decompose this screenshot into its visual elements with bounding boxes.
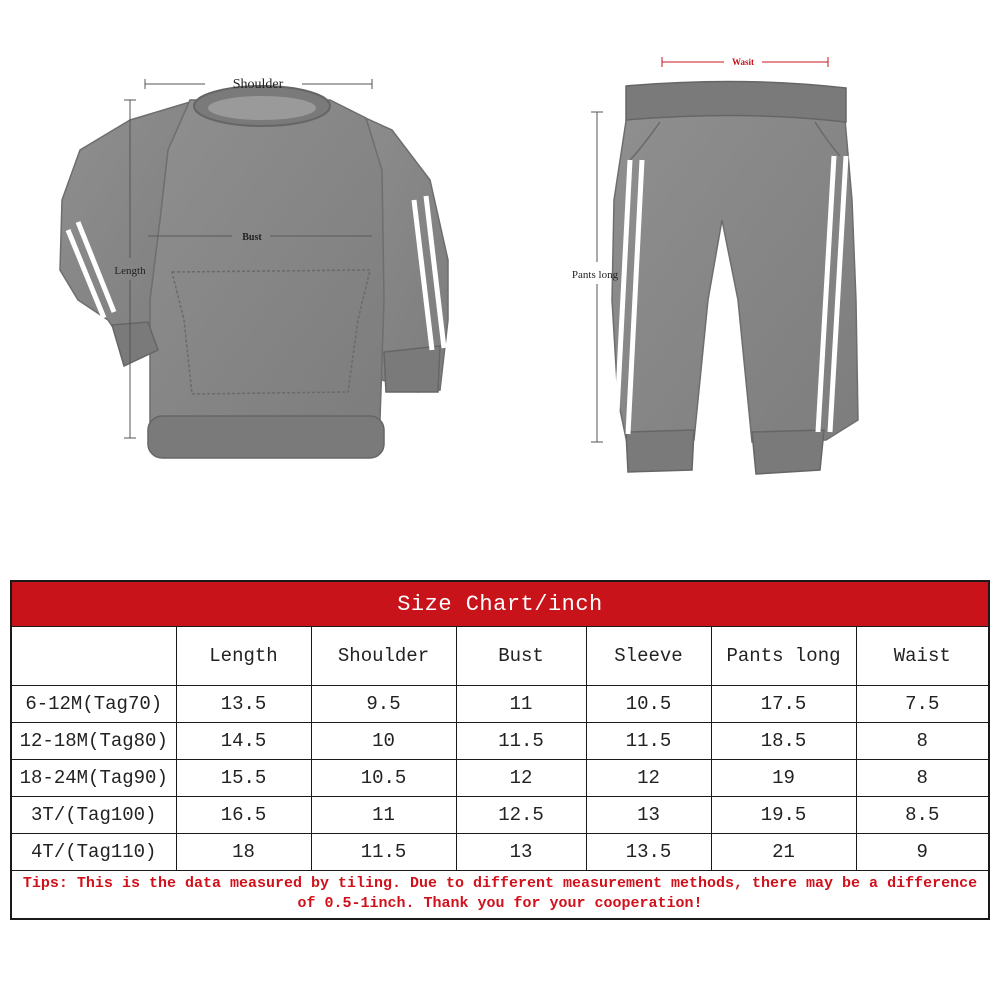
sweatshirt-image: [60, 77, 448, 458]
table-cell: 13: [456, 834, 586, 871]
table-row: [12, 797, 988, 834]
table-row: [12, 686, 988, 723]
size-cell: 3T/(Tag100): [12, 797, 176, 834]
table-cell: 11.5: [311, 834, 456, 871]
column-header: [12, 627, 176, 686]
table-cell: 18.5: [711, 723, 856, 760]
table-cell: 9: [856, 834, 988, 871]
table-cell: 11: [311, 797, 456, 834]
table-cell: 10.5: [311, 760, 456, 797]
table-row: [12, 723, 988, 760]
column-header-bust: Bust: [456, 627, 586, 686]
table-cell: 7.5: [856, 686, 988, 723]
size-cell: 18-24M(Tag90): [12, 760, 176, 797]
table-cell: 12: [456, 760, 586, 797]
column-header-shoulder: Shoulder: [311, 627, 456, 686]
column-header-waist: Waist: [856, 627, 988, 686]
pants-image: [572, 57, 858, 474]
size-table: [12, 627, 988, 871]
pants-long-label: Pants long: [571, 269, 619, 281]
table-cell: 12: [586, 760, 711, 797]
pants-left-cuff: [626, 430, 694, 472]
sweatshirt-right-cuff: [384, 346, 440, 392]
size-chart-title: Size Chart/inch: [12, 582, 988, 627]
size-cell: 12-18M(Tag80): [12, 723, 176, 760]
table-cell: 18: [176, 834, 311, 871]
size-cell: 4T/(Tag110): [12, 834, 176, 871]
table-cell: 13.5: [586, 834, 711, 871]
table-cell: 15.5: [176, 760, 311, 797]
table-cell: 8: [856, 760, 988, 797]
bust-label: Bust: [242, 232, 262, 243]
pants-right-cuff: [752, 430, 824, 474]
table-cell: 11.5: [586, 723, 711, 760]
length-label: Length: [114, 265, 146, 277]
table-header-row: [12, 627, 988, 686]
table-cell: 17.5: [711, 686, 856, 723]
table-cell: 11.5: [456, 723, 586, 760]
table-cell: 19.5: [711, 797, 856, 834]
table-cell: 10: [311, 723, 456, 760]
waist-label: Wasit: [731, 57, 755, 67]
column-header-pants-long: Pants long: [711, 627, 856, 686]
table-cell: 14.5: [176, 723, 311, 760]
column-header-length: Length: [176, 627, 311, 686]
table-cell: 12.5: [456, 797, 586, 834]
table-cell: 8.5: [856, 797, 988, 834]
pants-waistband: [626, 81, 846, 122]
shoulder-label: Shoulder: [232, 77, 284, 92]
table-cell: 21: [711, 834, 856, 871]
table-cell: 11: [456, 686, 586, 723]
table-row: [12, 760, 988, 797]
column-header-sleeve: Sleeve: [586, 627, 711, 686]
sweatshirt-body: [150, 100, 384, 422]
size-cell: 6-12M(Tag70): [12, 686, 176, 723]
table-cell: 19: [711, 760, 856, 797]
table-cell: 9.5: [311, 686, 456, 723]
table-cell: 16.5: [176, 797, 311, 834]
table-cell: 13: [586, 797, 711, 834]
size-chart: [10, 580, 990, 920]
table-cell: 10.5: [586, 686, 711, 723]
table-cell: 13.5: [176, 686, 311, 723]
table-row: [12, 834, 988, 871]
tips-text: Tips: This is the data measured by tiling. Due to different measurement methods, there may be a difference of 0.5-1inch. Thank you for your cooperation!: [22, 875, 978, 912]
sweatshirt-hem: [148, 416, 384, 458]
table-cell: 8: [856, 723, 988, 760]
